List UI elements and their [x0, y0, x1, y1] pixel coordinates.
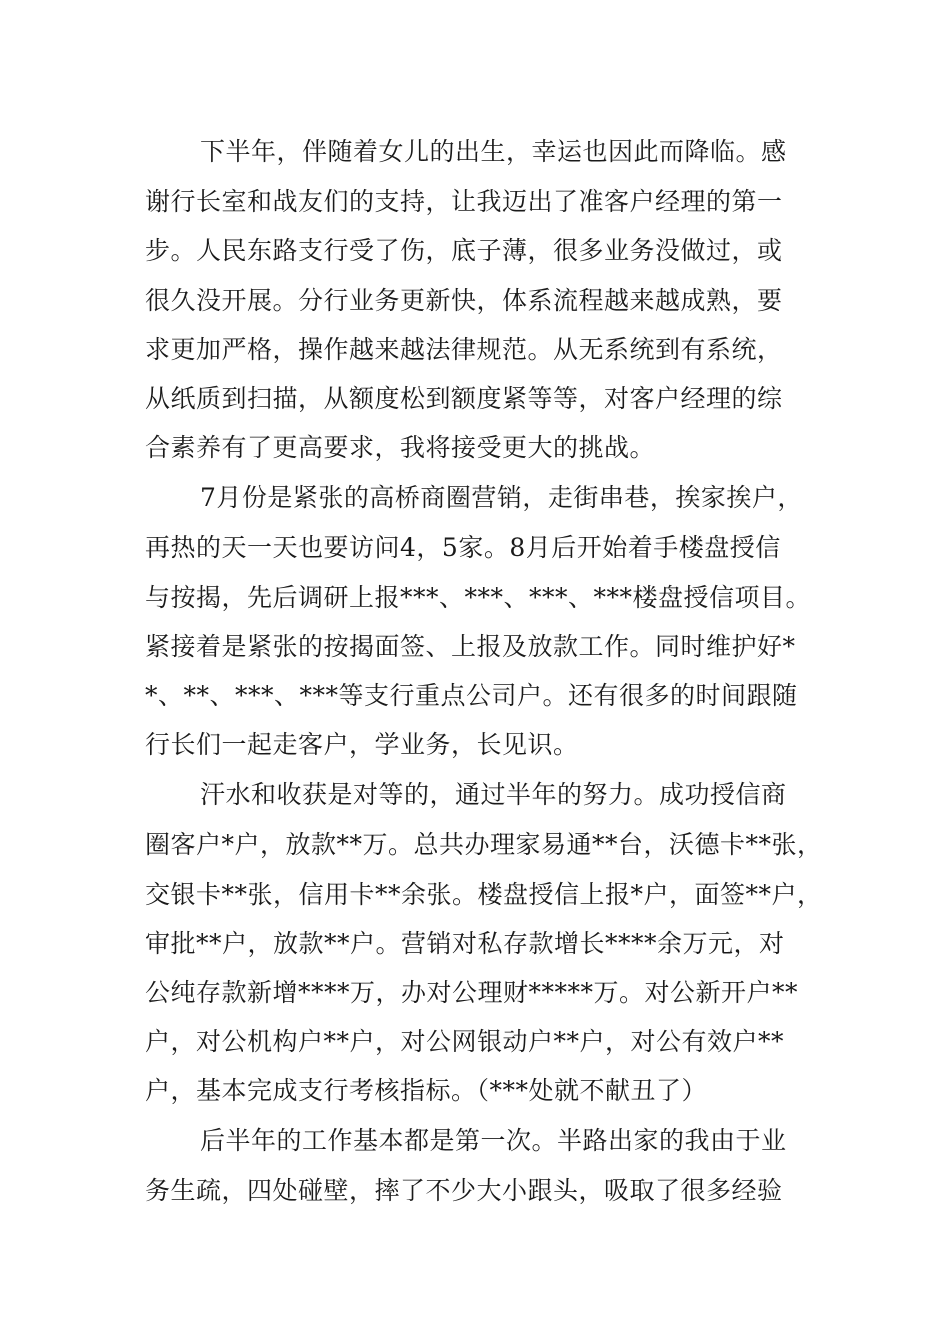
- paragraph-2-line-6: 行长们一起走客户，学业务，长见识。: [145, 730, 579, 759]
- paragraph-2-line-4: 紧接着是紧张的按揭面签、上报及放款工作。同时维护好*: [145, 632, 796, 661]
- paragraph-3-line-4: 审批**户，放款**户。营销对私存款增长****余万元，对: [145, 929, 785, 958]
- paragraph-1-line-4: 很久没开展。分行业务更新快，体系流程越来越成熟，要: [145, 286, 783, 315]
- paragraph-2-line-3: 与按揭，先后调研上报***、***、***、***楼盘授信项目。: [145, 583, 812, 612]
- paragraph-3-line-5: 公纯存款新增****万，办对公理财*****万。对公新开户**: [145, 978, 799, 1007]
- paragraph-3-line-1: 汗水和收获是对等的，通过半年的努力。成功授信商: [200, 780, 787, 809]
- paragraph-2-line-5: *、**、***、***等支行重点公司户。还有很多的时间跟随: [145, 681, 798, 710]
- paragraph-1-line-7: 合素养有了更高要求，我将接受更大的挑战。: [145, 433, 656, 462]
- paragraph-3-line-3: 交银卡**张，信用卡**余张。楼盘授信上报*户，面签**户，: [145, 880, 823, 909]
- paragraph-4-line-1: 后半年的工作基本都是第一次。半路出家的我由于业: [200, 1126, 787, 1155]
- paragraph-1-line-5: 求更加严格，操作越来越法律规范。从无系统到有系统，: [145, 335, 783, 364]
- paragraph-4-line-2: 务生疏，四处碰壁，摔了不少大小跟头，吸取了很多经验: [145, 1176, 783, 1205]
- paragraph-2-line-1: 7月份是紧张的高桥商圈营销，走街串巷，挨家挨户，: [200, 483, 803, 512]
- paragraph-3-line-2: 圈客户*户，放款**万。总共办理家易通**台，沃德卡**张，: [145, 830, 823, 859]
- paragraph-1-line-3: 步。人民东路支行受了伤，底子薄，很多业务没做过，或: [145, 236, 783, 265]
- paragraph-1-line-2: 谢行长室和战友们的支持，让我迈出了准客户经理的第一: [145, 187, 783, 216]
- paragraph-1-line-1: 下半年，伴随着女儿的出生，幸运也因此而降临。感: [200, 137, 787, 166]
- paragraph-3-line-7: 户，基本完成支行考核指标。（***处就不献丑了）: [145, 1076, 708, 1105]
- paragraph-2-line-2: 再热的天一天也要访问4，5家。8月后开始着手楼盘授信: [145, 533, 781, 562]
- paragraph-1-line-6: 从纸质到扫描，从额度松到额度紧等等，对客户经理的综: [145, 384, 783, 413]
- paragraph-3-line-6: 户，对公机构户**户，对公网银动户**户，对公有效户**: [145, 1027, 785, 1056]
